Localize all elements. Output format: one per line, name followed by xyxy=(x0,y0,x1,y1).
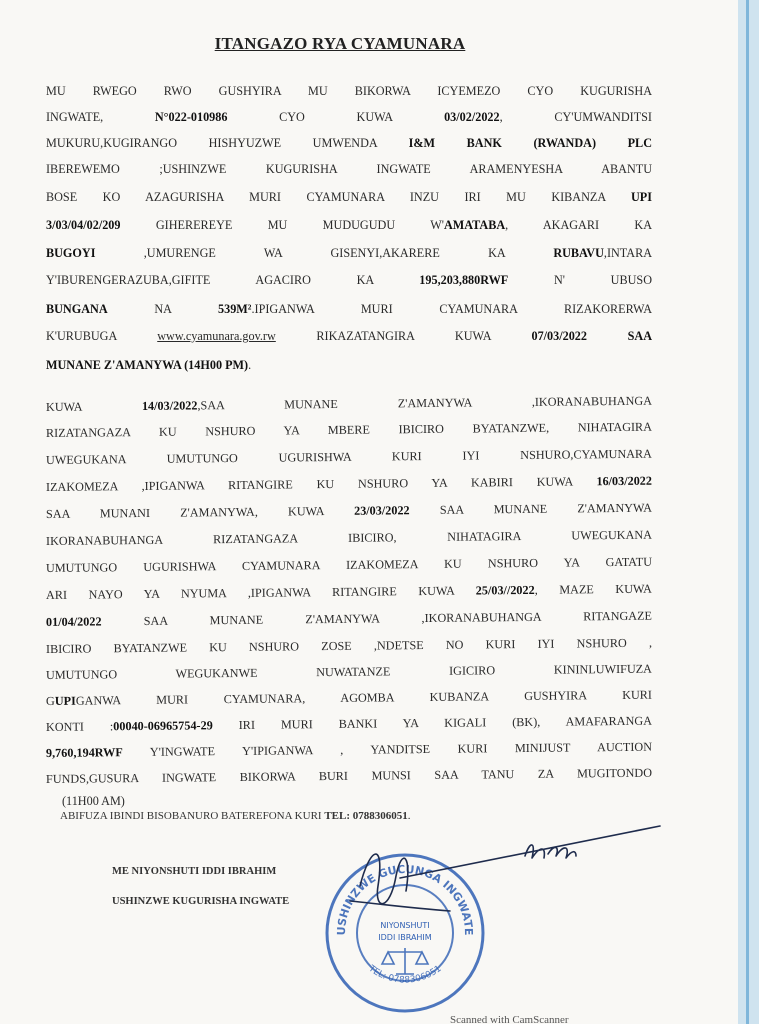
text-line: SAA MUNANI Z'AMANYWA, KUWA 23/03/2022 SAA MUNANE Z'AMANYWA xyxy=(45,500,653,521)
text-line: (11H00 AM) xyxy=(62,794,125,808)
signatory-role: USHINZWE KUGURISHA INGWATE xyxy=(112,896,290,907)
text-line: UWEGUKANA UMUTUNGO UGURISHWA KURI IYI NSHURO,CYAMUNARA xyxy=(45,446,653,467)
scales-icon xyxy=(382,948,428,974)
text-line: IBICIRO BYATANZWE KU NSHURO ZOSE ,NDETSE NO KURI IYI NSHURO , xyxy=(45,635,653,656)
text-line: KUWA 14/03/2022,SAA MUNANE Z'AMANYWA ,IKORANABUHANGA xyxy=(45,393,653,414)
stamp-inner-line: NIYONSHUTI xyxy=(380,921,430,930)
text-line: UMUTUNGO UGURISHWA CYAMUNARA IZAKOMEZA KU NSHURO YA GATATU xyxy=(45,554,653,575)
text-line: INGWATE, N°022-010986 CYO KUWA 03/02/2022, CY'UMWANDITSI xyxy=(46,110,652,124)
text-line: MU RWEGO RWO GUSHYIRA MU BIKORWA ICYEMEZO CYO KUGURISHA xyxy=(46,84,652,98)
text-line: 01/04/2022 SAA MUNANE Z'AMANYWA ,IKORANABUHANGA RITANGAZE xyxy=(45,608,653,629)
text-line: FUNDS,GUSURA INGWATE BIKORWA BURI MUNSI SAA TANU ZA MUGITONDO xyxy=(45,765,653,786)
text-line: IZAKOMEZA ,IPIGANWA RITANGIRE KU NSHURO YA KABIRI KUWA 16/03/2022 xyxy=(45,473,653,494)
text-line: IKORANABUHANGA RIZATANGAZA IBICIRO, NIHATAGIRA UWEGUKANA xyxy=(45,527,653,548)
stamp-inner-line: IDDI IBRAHIM xyxy=(378,933,432,942)
text-line: 3/03/04/02/209 GIHEREREYE MU MUDUGUDU W'AMATABA, AKAGARI KA xyxy=(46,218,653,232)
text-line: 9,760,194RWF Y'INGWATE Y'IPIGANWA , YANDITSE KURI MINIJUST AUCTION xyxy=(45,739,653,760)
signatory-name: ME NIYONSHUTI IDDI IBRAHIM xyxy=(112,866,277,877)
text-line: Y'IBURENGERAZUBA,GIFITE AGACIRO KA 195,203,880RWF N' UBUSO xyxy=(46,273,652,287)
stamp-outer-text: USHINZWE GUCUNGA INGWATE xyxy=(334,862,476,936)
text-line: RIZATANGAZA KU NSHURO YA MBERE IBICIRO BYATANZWE, NIHATAGIRA xyxy=(45,419,653,440)
stamp-bottom-text: TEL: 0788306051 xyxy=(366,963,444,986)
page-edge-line xyxy=(746,0,749,1024)
text-line: KONTI :00040-06965754-29 IRI MURI BANKI YA KIGALI (BK), AMAFARANGA xyxy=(45,713,653,734)
text-line: IBEREWEMO ;USHINZWE KUGURISHA INGWATE ARAMENYESHA ABANTU xyxy=(46,162,652,176)
text-line: GUPIGANWA MURI CYAMUNARA, AGOMBA KUBANZA GUSHYIRA KURI xyxy=(45,687,653,708)
text-line: UMUTUNGO WEGUKANWE NUWATANZE IGICIRO KININLUWIFUZA xyxy=(45,661,653,682)
website-link[interactable]: www.cyamunara.gov.rw xyxy=(157,329,276,343)
text-line: K'URUBUGA www.cyamunara.gov.rw RIKAZATANGIRA KUWA 07/03/2022 SAA xyxy=(46,329,653,343)
text-line: BOSE KO AZAGURISHA MURI CYAMUNARA INZU IRI MU KIBANZA UPI xyxy=(46,190,652,204)
contact-line: ABIFUZA IBINDI BISOBANURO BATEREFONA KURI TEL: 0788306051. xyxy=(60,810,411,822)
text-line: ARI NAYO YA NYUMA ,IPIGANWA RITANGIRE KUWA 25/03//2022, MAZE KUWA xyxy=(45,581,653,602)
text-line: BUGOYI ,UMURENGE WA GISENYI,AKARERE KA RUBAVU,INTARA xyxy=(46,246,652,260)
text-line: MUNANE Z'AMANYWA (14H00 PM). xyxy=(46,358,252,372)
document-title: ITANGAZO RYA CYAMUNARA xyxy=(214,34,466,53)
text-line: BUNGANA NA 539M².IPIGANWA MURI CYAMUNARA RIZAKORERWA xyxy=(46,302,652,316)
footer-fragment: Scanned with CamScanner xyxy=(450,1014,569,1024)
handwritten-signature xyxy=(340,816,680,926)
text-line: MUKURU,KUGIRANGO HISHYUZWE UMWENDA I&M BANK (RWANDA) PLC xyxy=(46,136,652,150)
